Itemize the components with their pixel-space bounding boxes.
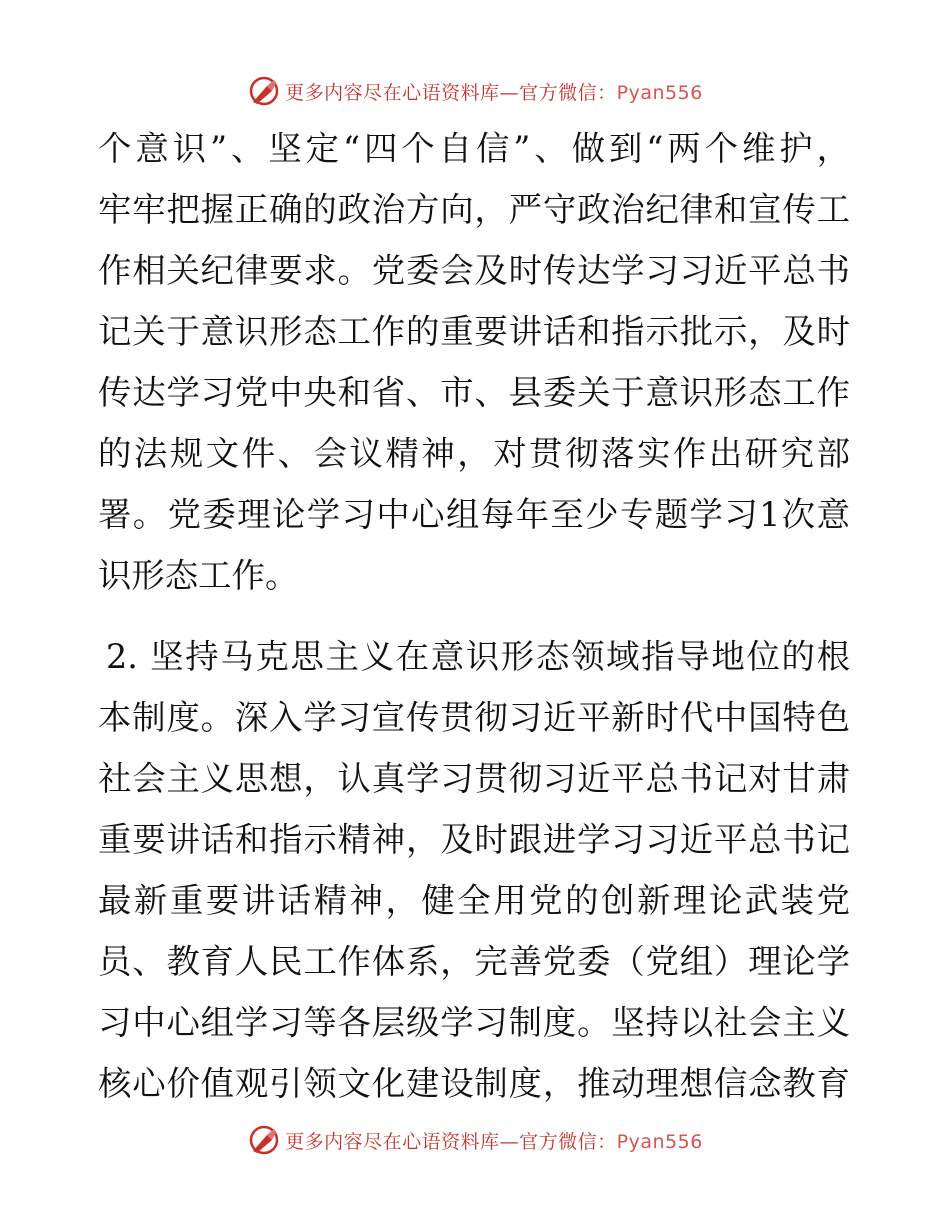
text-line: 记关于意识形态工作的重要讲话和指示批示，及时 [98,312,850,351]
document-body [98,118,850,1114]
text-line: 习中心组学习等各层级学习制度。坚持以社会主义 [98,1003,850,1042]
paragraph-2 [98,626,850,1114]
text-line: 2. 坚持马克思主义在意识形态领域指导地位的根 [106,637,850,676]
text-line: 最新重要讲话精神，健全用党的创新理论武装党 [98,881,850,920]
footer-watermark-text: 更多内容尽在心语资料库—官方微信：Pyan556 [285,1130,703,1153]
text-line: 识形态工作。 [98,556,299,595]
text-line: 作相关纪律要求。党委会及时传达学习习近平总书 [98,251,850,290]
paragraph-1 [98,118,850,606]
text-line: 本制度。深入学习宣传贯彻习近平新时代中国特色 [98,698,850,737]
pen-nib-logo-icon [247,1123,281,1157]
header-watermark-banner [0,71,950,111]
text-line: 重要讲话和指示精神，及时跟进学习习近平总书记 [98,820,850,859]
header-wechat-handle: Pyan556 [616,81,703,104]
footer-wechat-handle: Pyan556 [616,1130,703,1153]
text-line: 的法规文件、会议精神，对贯彻落实作出研究部 [98,434,850,473]
text-line: 员、教育人民工作体系，完善党委（党组）理论学 [98,942,850,981]
text-line: 传达学习党中央和省、市、县委关于意识形态工作 [98,373,850,412]
text-line: 核心价值观引领文化建设制度，推动理想信念教育 [98,1064,850,1103]
header-watermark-text: 更多内容尽在心语资料库—官方微信：Pyan556 [285,81,703,104]
text-line: 社会主义思想，认真学习贯彻习近平总书记对甘肃 [98,759,850,798]
footer-watermark-banner [0,1120,950,1160]
text-line: 个意识”、坚定“四个自信”、做到“两个维护， [98,129,850,168]
text-line: 署。党委理论学习中心组每年至少专题学习1次意 [98,495,850,534]
pen-nib-logo-icon [247,74,281,108]
text-line: 牢牢把握正确的政治方向，严守政治纪律和宣传工 [98,190,850,229]
